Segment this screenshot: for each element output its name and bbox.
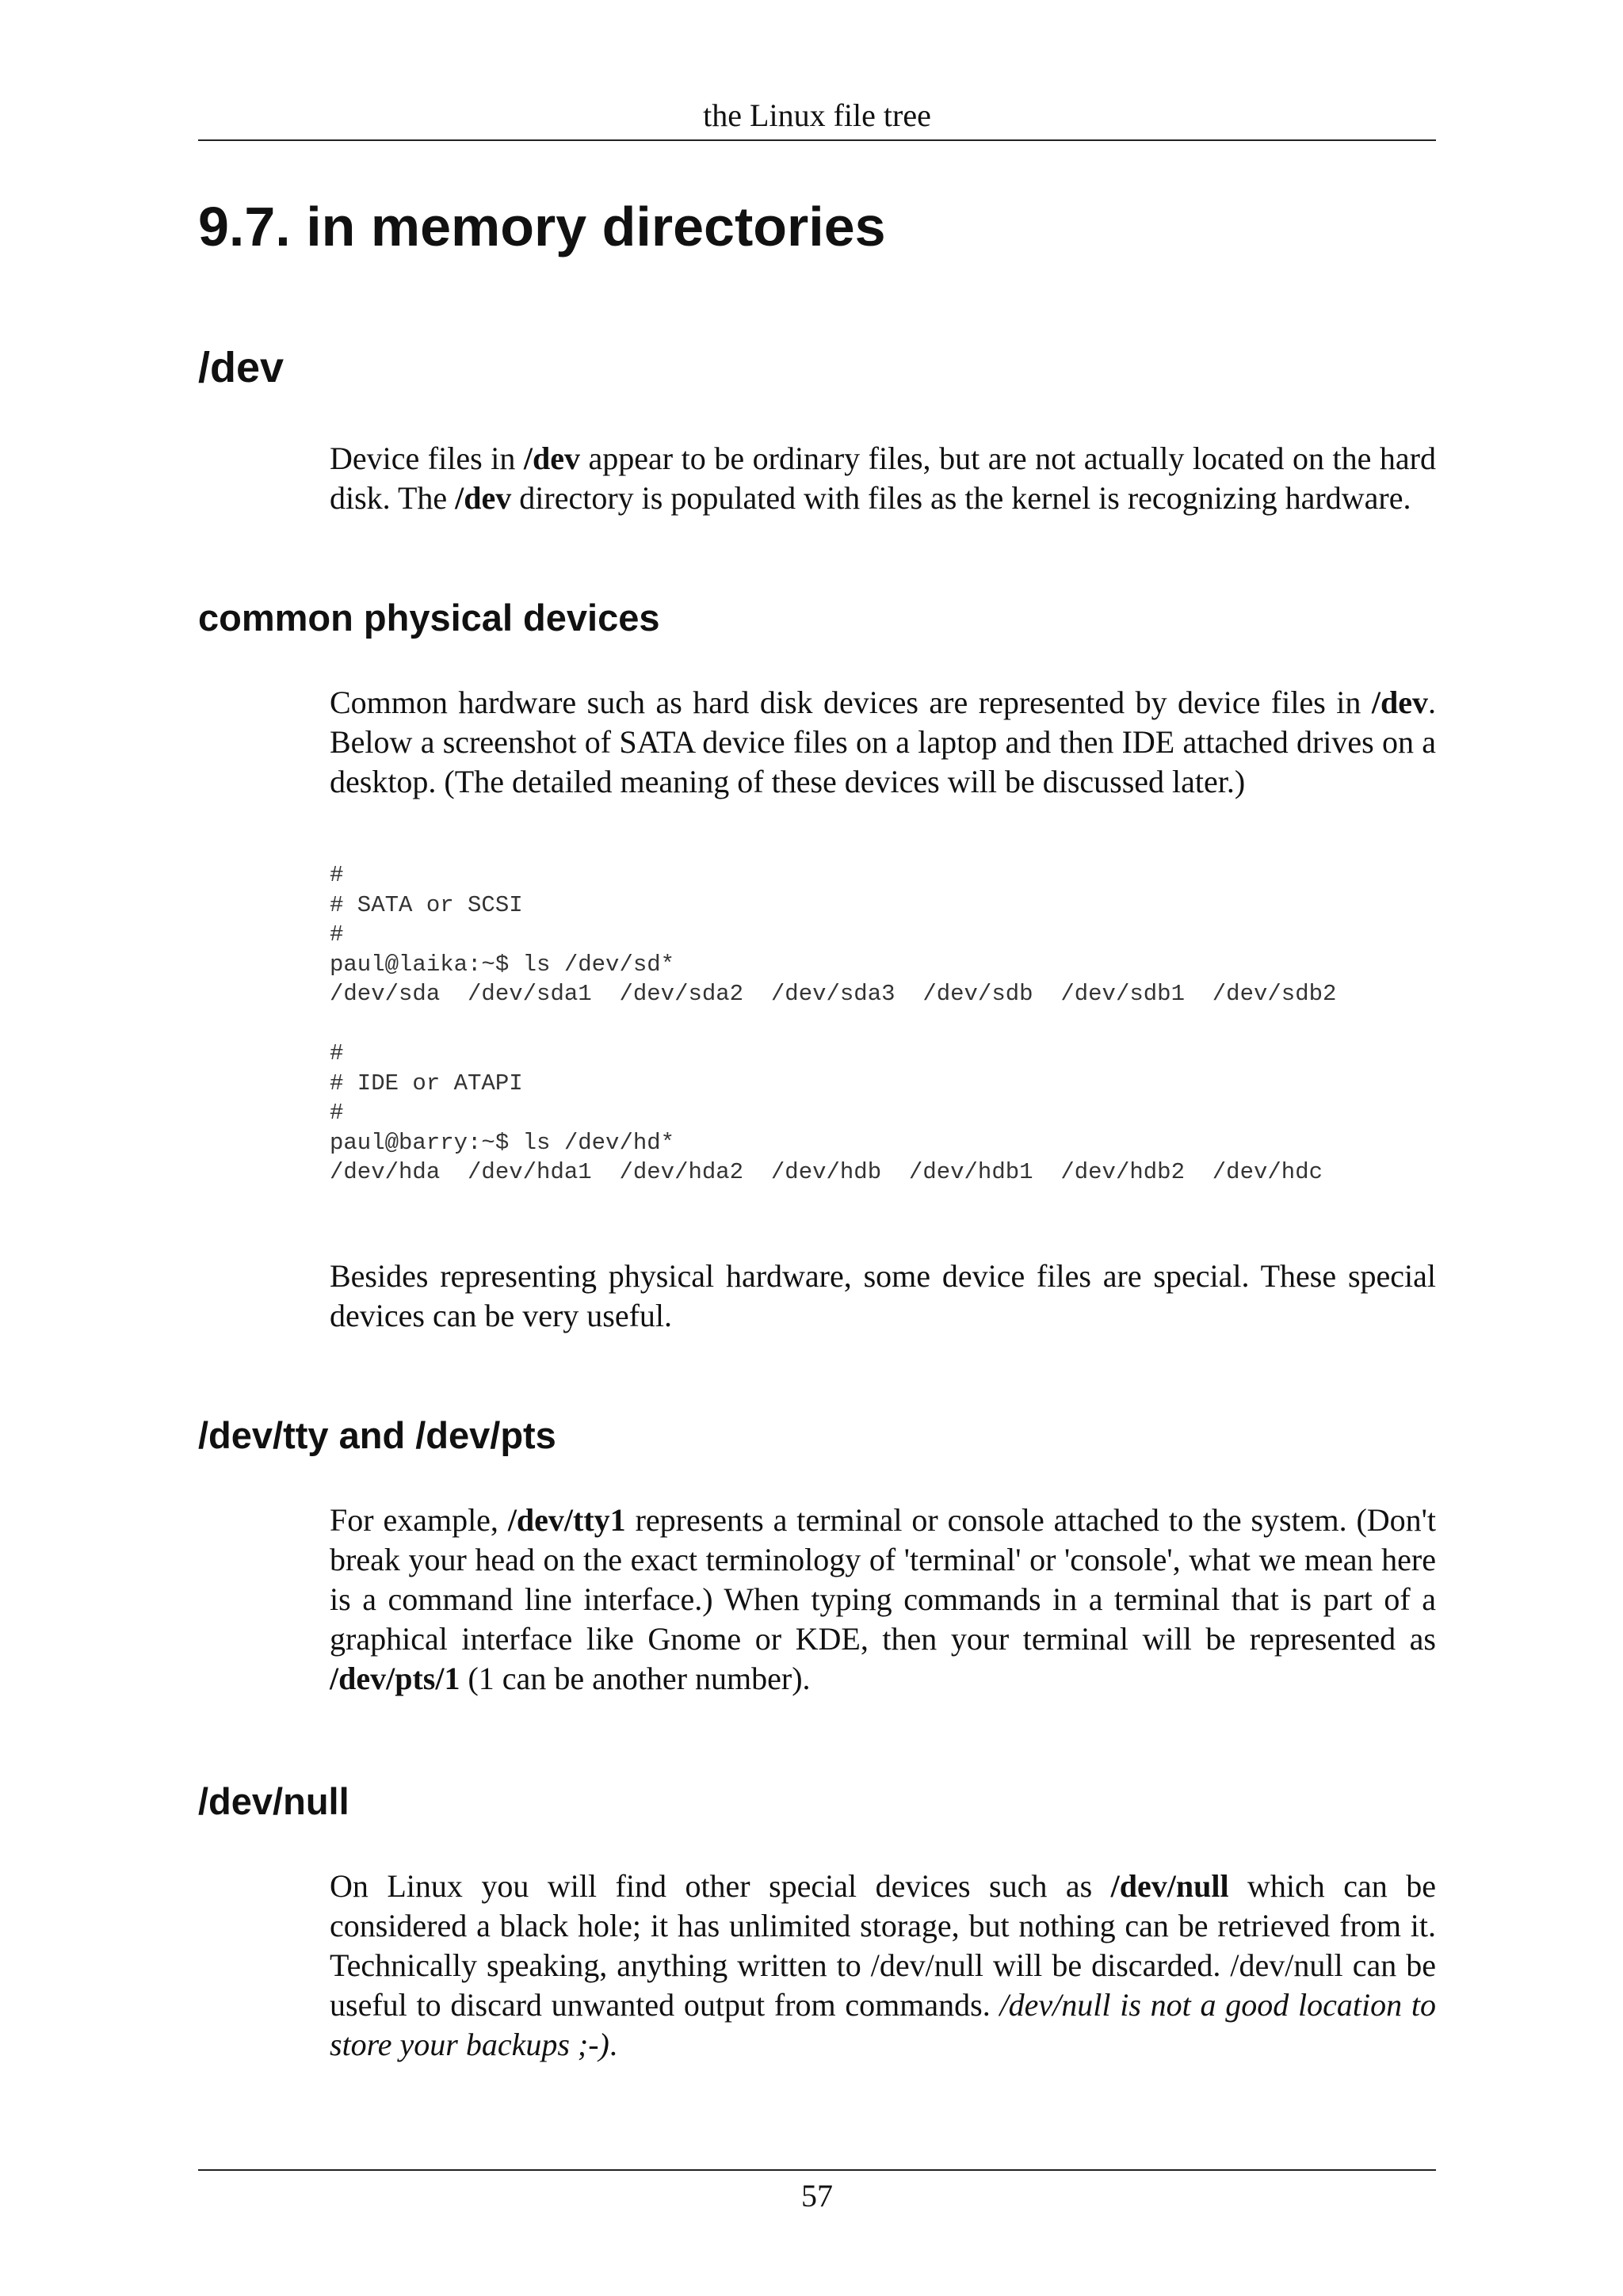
code-listing: # # SATA or SCSI # paul@laika:~$ ls /dev/sd* /dev/sda /dev/sda1 /dev/sda2 /dev/sda3 /dev/sdb /dev/sdb1 /dev/sdb2 # # IDE or ATAPI # paul@barry:~$ ls /dev/hd* /dev/hda /dev/hda1 /dev/hda2 /dev/hdb /dev/hdb1 /dev/hdb2 /dev/hdc bbox=[330, 862, 1337, 1185]
section-title-dev: /dev bbox=[198, 344, 285, 391]
path-dev: /dev bbox=[1371, 685, 1428, 720]
path-dev: /dev bbox=[455, 480, 512, 516]
header-rule bbox=[198, 139, 1436, 141]
section-title-dev-null: /dev/null bbox=[198, 1780, 349, 1822]
path-dev: /dev bbox=[523, 441, 580, 476]
section-title-physical-devices: common physical devices bbox=[198, 597, 660, 639]
dev-paragraph: Device files in /dev appear to be ordinary files, but are not actually located on the hard disk. The /dev directory is populated with files as the kernel is recognizing hardware. bbox=[330, 441, 1436, 516]
footer-rule bbox=[198, 2169, 1436, 2171]
special-devices-paragraph: Besides representing physical hardware, some device files are special. These special devices can be very useful. bbox=[330, 1258, 1436, 1333]
path-dev-pts-1: /dev/pts/1 bbox=[330, 1661, 460, 1696]
running-header: the Linux file tree bbox=[703, 97, 931, 133]
path-dev-tty1: /dev/tty1 bbox=[507, 1502, 626, 1538]
path-dev-null: /dev/null bbox=[1110, 1868, 1229, 1904]
dev-null-paragraph: On Linux you will find other special devices such as /dev/null which can be considered a black hole; it has unlimited storage, but nothing can be retrieved from it. Technically speaking, anything written to /dev/null will be discarded. /dev/null can be useful to discard unwanted output from commands. /dev/null is not a good location to store your backups ;-). bbox=[330, 1868, 1437, 2062]
tty-paragraph: For example, /dev/tty1 represents a terminal or console attached to the system. (Don't break your head on the exact terminology of 'terminal' or 'console', what we mean here is a command line interface.) When typing commands in a terminal that is part of a graphical interface like Gnome or KDE, then your terminal will be represented as /dev/pts/1 (1 can be another number). bbox=[330, 1502, 1436, 1696]
page-number: 57 bbox=[801, 2178, 833, 2214]
physical-devices-paragraph: Common hardware such as hard disk devices are represented by device files in /dev. Below a screenshot of SATA device files on a laptop and then IDE attached drives on a desktop. (The detailed meaning of these devices will be discussed later.) bbox=[330, 685, 1436, 799]
chapter-title: 9.7. in memory directories bbox=[198, 196, 886, 257]
section-title-tty-pts: /dev/tty and /dev/pts bbox=[198, 1414, 556, 1456]
backup-joke: /dev/null is not a good location to store your backups ;-) bbox=[330, 1987, 1436, 2062]
